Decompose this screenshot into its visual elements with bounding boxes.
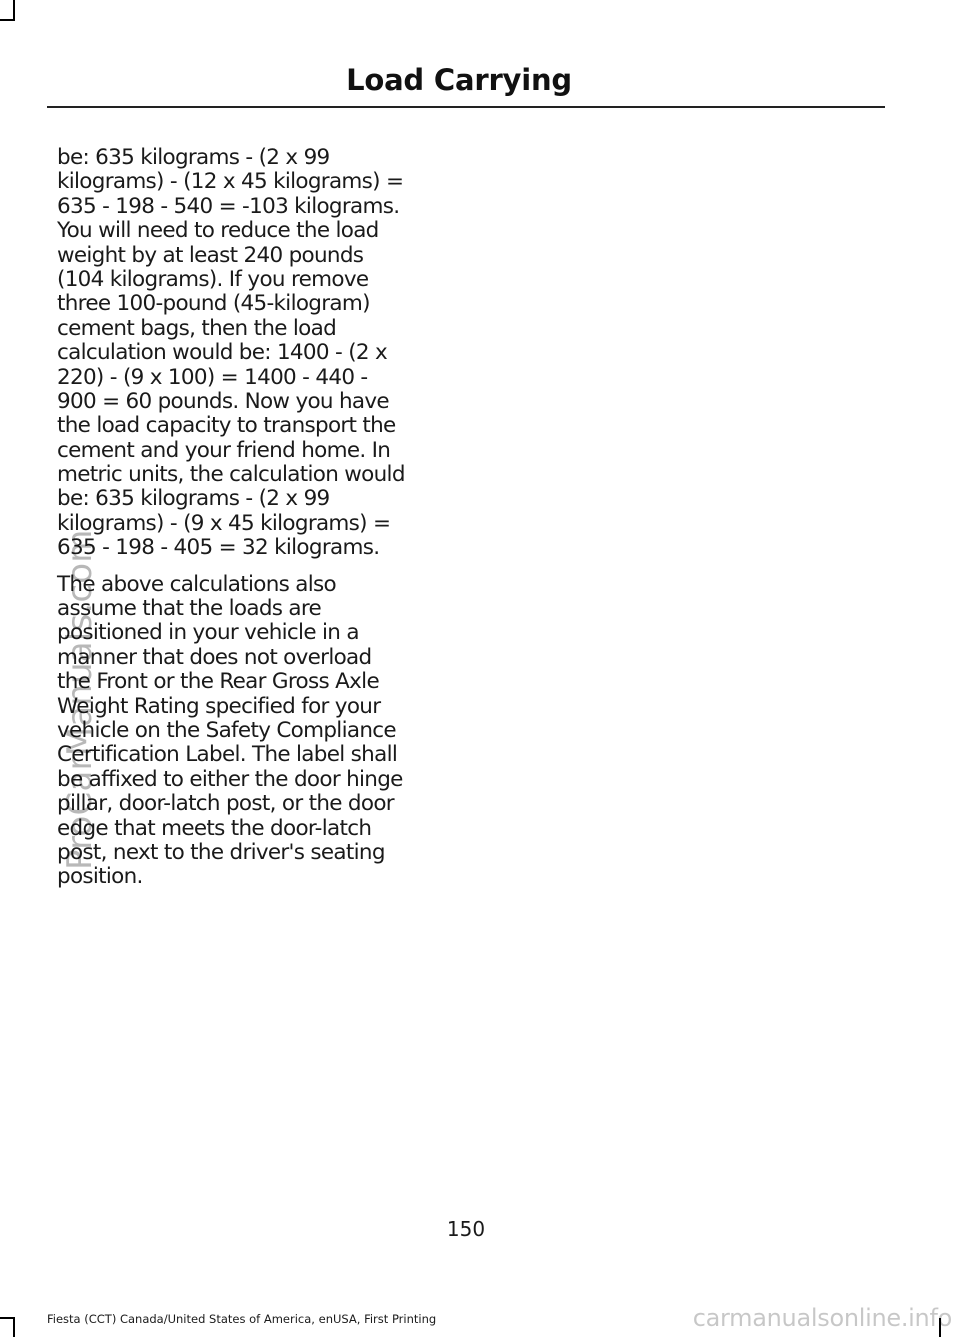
text-line: The above calculations also [57,571,336,597]
text-line: calculation would be: 1400 - (2 x [57,340,388,366]
text-line: 635 - 198 - 540 = -103 kilograms. [57,193,400,219]
paragraph-load-positioning [57,573,453,890]
text-line: Weight Rating specified for your [57,693,381,719]
header-divider [47,106,885,108]
text-line: post, next to the driver's seating [57,839,385,865]
text-line: metric units, the calculation would [57,462,405,488]
text-line: be: 635 kilograms - (2 x 99 [57,486,330,512]
text-line: manner that does not overload [57,644,372,670]
text-line: kilograms) - (12 x 45 kilograms) = [57,169,404,195]
text-line: be affixed to either the door hinge [57,766,403,792]
crop-mark-bottom-left [13,1318,15,1337]
text-line: edge that meets the door-latch [57,815,372,841]
site-watermark: carmanualsonline.info [692,1304,952,1332]
paragraph-load-calculation [57,146,453,561]
text-column [57,146,453,890]
text-line: vehicle on the Safety Compliance [57,717,396,743]
text-line: You will need to reduce the load [57,218,379,244]
text-line: (104 kilograms). If you remove [57,266,369,292]
text-line: weight by at least 240 pounds [57,242,364,268]
text-line: the Front or the Rear Gross Axle [57,669,379,695]
paragraph-spacer [57,561,453,573]
text-line: position. [57,864,143,890]
watermark-text: ProCarManuals.com [60,529,100,870]
text-line: 900 = 60 pounds. Now you have [57,388,389,414]
text-line: kilograms) - (9 x 45 kilograms) = [57,510,391,536]
edition-footer: Fiesta (CCT) Canada/United States of America, enUSA, First Printing [47,1312,437,1326]
text-line: 220) - (9 x 100) = 1400 - 440 - [57,364,368,390]
text-line: pillar, door-latch post, or the door [57,791,394,817]
page-number: 150 [446,1217,486,1241]
crop-mark-top-left [13,0,15,20]
text-line: be: 635 kilograms - (2 x 99 [57,145,330,170]
crop-mark-top-left-horizontal [0,19,15,21]
crop-mark-bottom-left-horizontal [0,1317,15,1319]
text-line: three 100-pound (45-kilogram) [57,291,370,317]
section-title: Load Carrying [346,63,572,97]
text-line: assume that the loads are [57,596,322,622]
text-line: positioned in your vehicle in a [57,620,359,646]
text-line: 635 - 198 - 405 = 32 kilograms. [57,535,380,561]
text-line: the load capacity to transport the [57,413,396,439]
text-line: cement bags, then the load [57,315,337,341]
text-line: cement and your friend home. In [57,437,391,463]
text-line: Certification Label. The label shall [57,742,398,768]
